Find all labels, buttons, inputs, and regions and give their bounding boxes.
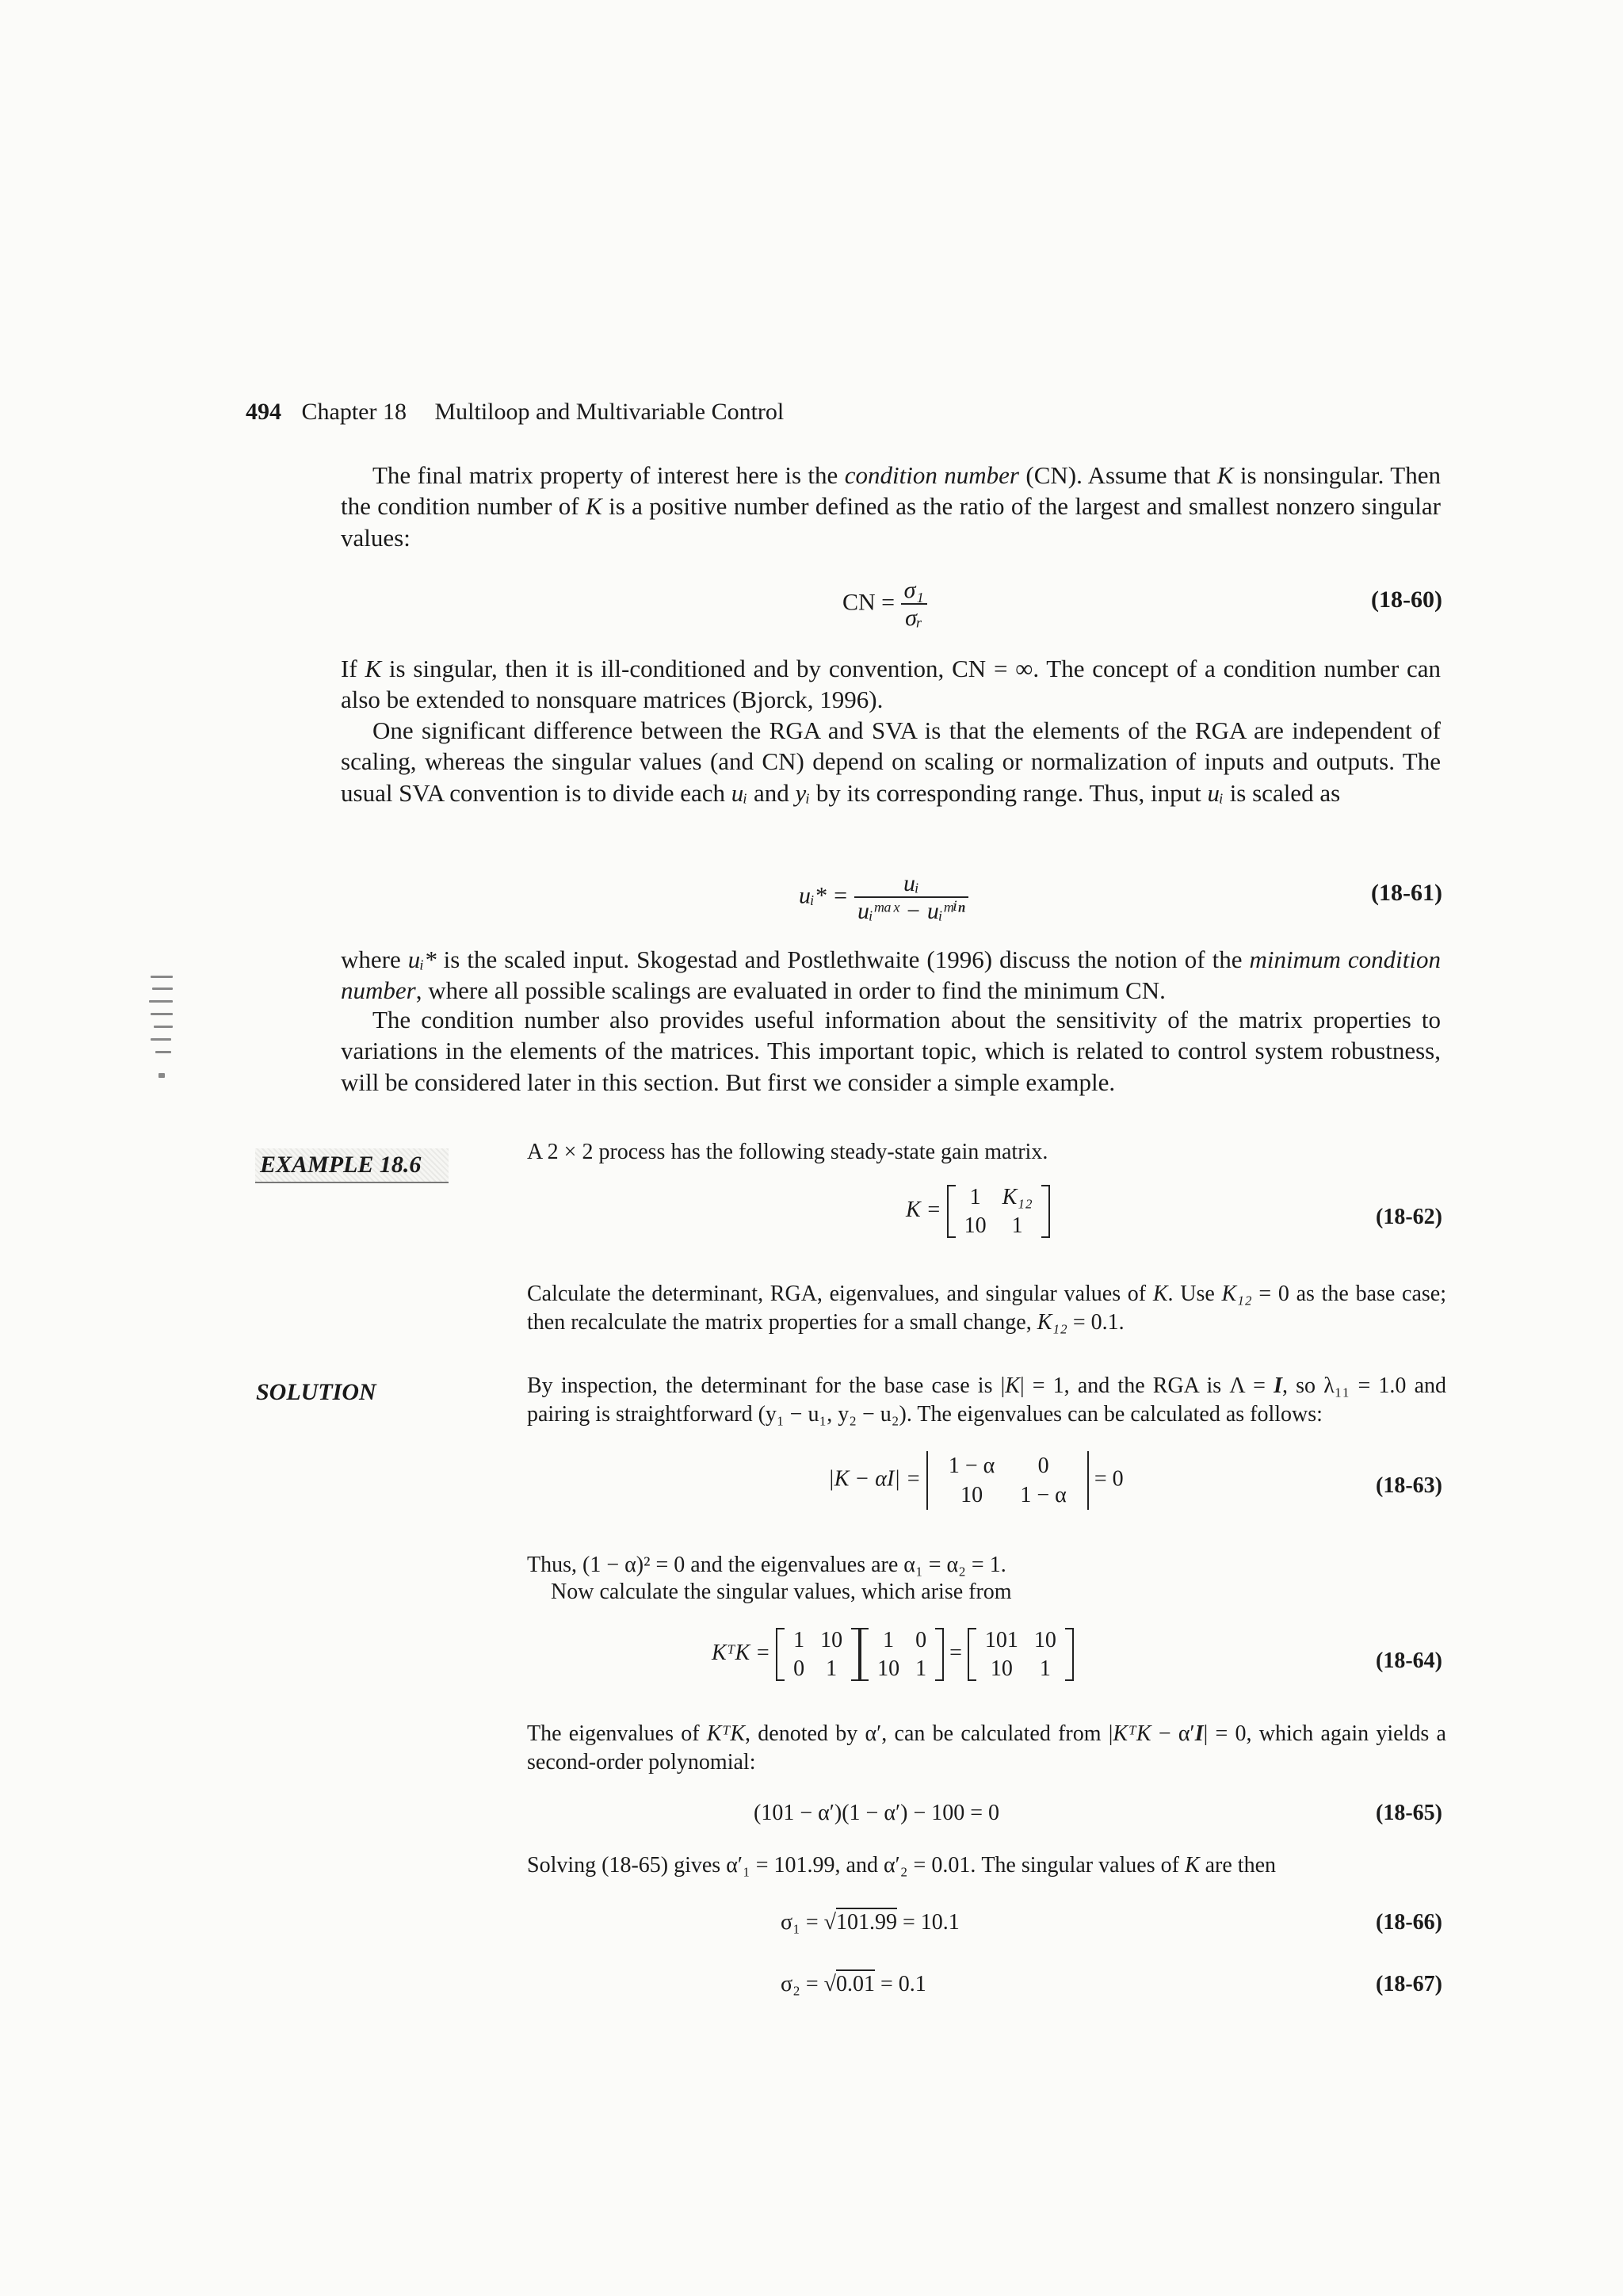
chapter-title: Multiloop and Multivariable Control (434, 399, 785, 425)
solution-paragraph-1: By inspection, the determinant for the base case is |K| = 1, and the RGA is Λ = I, so λ₁₁ = 1.0 and pairing is straightforward (y₁ − u₁, y₂ − u₂). The eigenvalues can be calculated as follows: (527, 1373, 1447, 1427)
equation-number-18-65: (18-65) (1376, 1801, 1442, 1825)
equation-18-62: K = 1 K₁₂ 10 1 (906, 1183, 1050, 1240)
example-task: Calculate the determinant, RGA, eigenvalues, and singular values of K. Use K₁₂ = 0 as the base case; then recalculate the matrix properties for a small change, K₁₂ = 0.1. (527, 1282, 1447, 1335)
equation-number-18-60: (18-60) (1371, 586, 1442, 613)
equation-18-63: |K − αI| = 1 − α 0 10 1 − α = 0 (828, 1451, 1124, 1510)
solution-paragraph-2: Thus, (1 − α)² = 0 and the eigenvalues are α₁ = α₂ = 1. (527, 1553, 1006, 1577)
page-number: 494 (246, 399, 281, 425)
equation-number-18-66: (18-66) (1376, 1910, 1442, 1935)
paragraph-minimum-cn: where uᵢ* is the scaled input. Skogestad and Postlethwaite (1996) discuss the notion of the minimum condition number, where all possible scalings are evaluated in order to find the minimum CN. (341, 946, 1441, 1005)
equation-18-65: (101 − α′)(1 − α′) − 100 = 0 (754, 1801, 1000, 1825)
matrix-kt: 1 10 0 1 (776, 1626, 860, 1683)
paragraph-scaling: One significant difference between the RGA and SVA is that the elements of the RGA are independent of scaling, whereas the singular values (and CN) depend on scaling or normalization of inputs and outputs. The usual SVA convention is to divide each uᵢ and yᵢ by its corresponding range. Thus, input uᵢ is scaled as (341, 716, 1441, 807)
equation-number-18-67: (18-67) (1376, 1972, 1442, 1996)
solution-paragraph-4: The eigenvalues of KᵀK, denoted by α′, can be calculated from |KᵀK − α′I| = 0, which again yields a second-order polynomial: (527, 1721, 1446, 1775)
running-header (246, 397, 784, 427)
example-intro: A 2 × 2 process has the following steady-state gain matrix. (527, 1140, 1048, 1164)
solution-paragraph-5: Solving (18-65) gives α′₁ = 101.99, and α′₂ = 0.01. The singular values of K are then (527, 1853, 1277, 1878)
chapter-label: Chapter 18 (301, 399, 407, 425)
equation-18-66: σ₁ = √101.99 = 10.1 (781, 1908, 960, 1937)
equation-18-61: uᵢ* = $\frac{\text{uᵢ}}{\text{uᵢᵐᵃˣ − uᵢᵐⁱⁿ}}$ (799, 870, 968, 926)
matrix-ktk: 101 10 10 1 (968, 1626, 1074, 1683)
equation-18-67: σ₂ = √0.01 = 0.1 (781, 1970, 926, 1999)
equation-number-18-63: (18-63) (1376, 1473, 1442, 1498)
matrix-k: 1 0 10 1 (860, 1626, 944, 1683)
solution-label: SOLUTION (256, 1379, 376, 1405)
example-label: EXAMPLE 18.6 (255, 1148, 449, 1183)
equation-number-18-64: (18-64) (1376, 1648, 1442, 1673)
gain-matrix: 1 K₁₂ 10 1 (947, 1183, 1050, 1240)
solution-paragraph-3: Now calculate the singular values, which arise from (551, 1580, 1012, 1604)
equation-number-18-62: (18-62) (1376, 1205, 1442, 1229)
paragraph-condition-number: The final matrix property of interest here is the condition number (CN). Assume that K is nonsingular. Then the condition number of K is a positive number defined as the ratio of the largest and smallest nonzero singular values: (341, 461, 1441, 552)
paragraph-singular: If K is singular, then it is ill-conditioned and by convention, CN = ∞. The concept of a condition number can also be extended to nonsquare matrices (Bjorck, 1996). (341, 655, 1441, 714)
paragraph-sensitivity: The condition number also provides useful information about the sensitivity of the matrix properties to variations in the elements of the matrices. This important topic, which is related to control system robustness, will be considered later in this section. But first we consider a simple example. (341, 1006, 1441, 1096)
equation-number-18-61: (18-61) (1371, 880, 1442, 906)
determinant-matrix: 1 − α 0 10 1 − α (926, 1451, 1089, 1510)
equation-18-60: CN = $\frac{\text{σ₁}}{\text{σᵣ}}$ (842, 577, 927, 632)
equation-18-64: KᵀK = 1 10 0 1 1 0 10 1 = 101 10 10 1 (712, 1626, 1074, 1683)
